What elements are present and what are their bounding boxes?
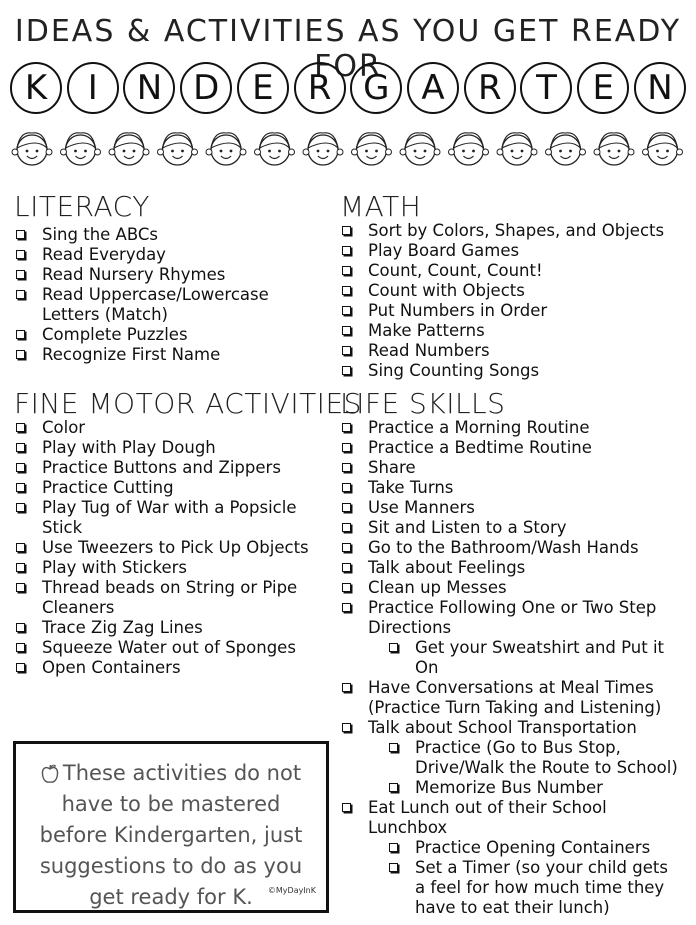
checkbox-icon[interactable] (389, 783, 398, 792)
list-item[interactable]: Practice Cutting (14, 478, 332, 498)
kid-face-icon (449, 133, 489, 165)
list-item[interactable]: Play Board Games (340, 241, 690, 261)
checkbox-icon[interactable] (389, 643, 398, 652)
checkbox-icon[interactable] (342, 803, 351, 812)
checkbox-icon[interactable] (342, 346, 351, 355)
note-box (13, 741, 329, 913)
list-item[interactable]: Recognize First Name (14, 345, 314, 365)
checkbox-icon[interactable] (16, 583, 25, 592)
list-item[interactable]: Play with Stickers (14, 558, 332, 578)
kid-face-icon (497, 133, 537, 165)
checkbox-icon[interactable] (342, 246, 351, 255)
banner-letter: I (67, 62, 119, 114)
checkbox-icon[interactable] (342, 266, 351, 275)
banner-letter: N (123, 62, 175, 114)
checkbox-icon[interactable] (342, 366, 351, 375)
math-heading: MATH (340, 190, 422, 223)
kid-faces-border (8, 126, 688, 172)
banner-letter: T (520, 62, 572, 114)
checkbox-icon[interactable] (342, 443, 351, 452)
checkbox-icon[interactable] (342, 423, 351, 432)
checkbox-icon[interactable] (342, 463, 351, 472)
checkbox-icon[interactable] (16, 463, 25, 472)
checkbox-icon[interactable] (342, 543, 351, 552)
kid-face-icon (12, 133, 52, 165)
checkbox-icon[interactable] (342, 483, 351, 492)
kid-face-icon (400, 133, 440, 165)
checkbox-icon[interactable] (342, 583, 351, 592)
checkbox-icon[interactable] (16, 443, 25, 452)
checkbox-icon[interactable] (342, 503, 351, 512)
checkbox-icon[interactable] (16, 503, 25, 512)
kid-face-icon (206, 133, 246, 165)
checkbox-icon[interactable] (16, 483, 25, 492)
checkbox-icon[interactable] (389, 863, 398, 872)
kid-face-icon (109, 133, 149, 165)
checkbox-icon[interactable] (16, 230, 25, 239)
literacy-heading: LITERACY (14, 190, 150, 223)
checkbox-icon[interactable] (16, 270, 25, 279)
list-subitem[interactable]: Practice Opening Containers (340, 838, 686, 858)
list-item[interactable]: Color (14, 418, 332, 438)
list-item[interactable]: Squeeze Water out of Sponges (14, 638, 332, 658)
list-item[interactable]: Eat Lunch out of their School Lunchbox (340, 798, 638, 838)
kid-face-icon (352, 133, 392, 165)
kid-face-icon (158, 133, 198, 165)
apple-icon (41, 764, 59, 784)
kid-face-icon (255, 133, 295, 165)
checkbox-icon[interactable] (16, 350, 25, 359)
list-item[interactable]: Practice a Bedtime Routine (340, 438, 686, 458)
kid-face-icon (643, 133, 683, 165)
list-item[interactable]: Read Numbers (340, 341, 690, 361)
list-item[interactable]: Make Patterns (340, 321, 690, 341)
life-skills-list (340, 418, 686, 918)
list-item[interactable]: Put Numbers in Order (340, 301, 690, 321)
list-item[interactable]: Count, Count, Count! (340, 261, 690, 281)
kindergarten-banner (10, 62, 686, 120)
list-item[interactable]: Sit and Listen to a Story (340, 518, 686, 538)
list-subitem[interactable]: Practice (Go to Bus Stop, Drive/Walk the Route to School) (340, 738, 683, 778)
checkbox-icon[interactable] (342, 286, 351, 295)
checkbox-icon[interactable] (16, 563, 25, 572)
checkbox-icon[interactable] (342, 723, 351, 732)
checkbox-icon[interactable] (389, 843, 398, 852)
kid-face-icon (61, 133, 101, 165)
checkbox-icon[interactable] (16, 643, 25, 652)
list-subitem[interactable]: Get your Sweatshirt and Put it On (340, 638, 680, 678)
banner-letter: R (464, 62, 516, 114)
checkbox-icon[interactable] (16, 543, 25, 552)
list-subitem[interactable]: Set a Timer (so your child gets a feel for how much time they have to eat their lunch) (340, 858, 682, 918)
copyright-credit: ©MyDayInK (267, 886, 316, 895)
list-item[interactable]: Trace Zig Zag Lines (14, 618, 332, 638)
fine-motor-heading: FINE MOTOR ACTIVITIES (14, 387, 362, 420)
checkbox-icon[interactable] (342, 306, 351, 315)
list-item[interactable]: Read Uppercase/Lowercase Letters (Match) (14, 285, 292, 325)
checkbox-icon[interactable] (16, 423, 25, 432)
kid-face-icon (546, 133, 586, 165)
checkbox-icon[interactable] (16, 250, 25, 259)
list-item[interactable]: Take Turns (340, 478, 686, 498)
list-item[interactable]: Have Conversations at Meal Times (Practice Turn Taking and Listening) (340, 678, 686, 718)
banner-letter: R (294, 62, 346, 114)
list-subitem[interactable]: Memorize Bus Number (340, 778, 686, 798)
list-item[interactable]: Sing Counting Songs (340, 361, 690, 381)
list-item[interactable]: Practice a Morning Routine (340, 418, 686, 438)
banner-letter: G (350, 62, 402, 114)
banner-letter: K (10, 62, 62, 114)
list-item[interactable]: Use Manners (340, 498, 686, 518)
list-item[interactable]: Practice Buttons and Zippers (14, 458, 332, 478)
list-item[interactable]: Play with Play Dough (14, 438, 332, 458)
checkbox-icon[interactable] (16, 330, 25, 339)
checkbox-icon[interactable] (16, 290, 25, 299)
checkbox-icon[interactable] (16, 623, 25, 632)
kid-face-icon (594, 133, 634, 165)
literacy-list (14, 225, 314, 365)
list-item[interactable]: Go to the Bathroom/Wash Hands (340, 538, 686, 558)
checkbox-icon[interactable] (342, 603, 351, 612)
checkbox-icon[interactable] (342, 683, 351, 692)
banner-letter: A (407, 62, 459, 114)
list-item[interactable]: Talk about School Transportation (340, 718, 686, 738)
list-item[interactable]: Share (340, 458, 686, 478)
list-item[interactable]: Thread beads on String or Pipe Cleaners (14, 578, 338, 618)
checkbox-icon[interactable] (342, 523, 351, 532)
list-item[interactable]: Read Nursery Rhymes (14, 265, 314, 285)
checkbox-icon[interactable] (389, 743, 398, 752)
checkbox-icon[interactable] (16, 663, 25, 672)
banner-letter: D (180, 62, 232, 114)
checkbox-icon[interactable] (342, 226, 351, 235)
banner-letter: E (237, 62, 289, 114)
banner-letter: E (577, 62, 629, 114)
list-item[interactable]: Use Tweezers to Pick Up Objects (14, 538, 332, 558)
list-item[interactable]: Sing the ABCs (14, 225, 314, 245)
fine-motor-list (14, 418, 332, 678)
kid-face-icon (303, 133, 343, 165)
checkbox-icon[interactable] (342, 563, 351, 572)
math-list (340, 221, 690, 381)
list-item[interactable]: Play Tug of War with a Popsicle Stick (14, 498, 338, 538)
list-item[interactable]: Sort by Colors, Shapes, and Objects (340, 221, 690, 241)
list-item[interactable]: Read Everyday (14, 245, 314, 265)
list-item[interactable]: Count with Objects (340, 281, 690, 301)
list-item[interactable]: Clean up Messes (340, 578, 686, 598)
checkbox-icon[interactable] (342, 326, 351, 335)
note-text: These activities do not have to be mastered before Kindergarten, just suggestions to do as you get ready for K. (39, 761, 303, 909)
life-skills-heading: LIFE SKILLS (340, 387, 506, 420)
page-title: IDEAS & ACTIVITIES AS YOU GET READY FOR (14, 14, 682, 84)
list-item[interactable]: Open Containers (14, 658, 332, 678)
list-item[interactable]: Complete Puzzles (14, 325, 314, 345)
list-item[interactable]: Practice Following One or Two Step Directions (340, 598, 696, 638)
banner-letter: N (634, 62, 686, 114)
list-item[interactable]: Talk about Feelings (340, 558, 686, 578)
